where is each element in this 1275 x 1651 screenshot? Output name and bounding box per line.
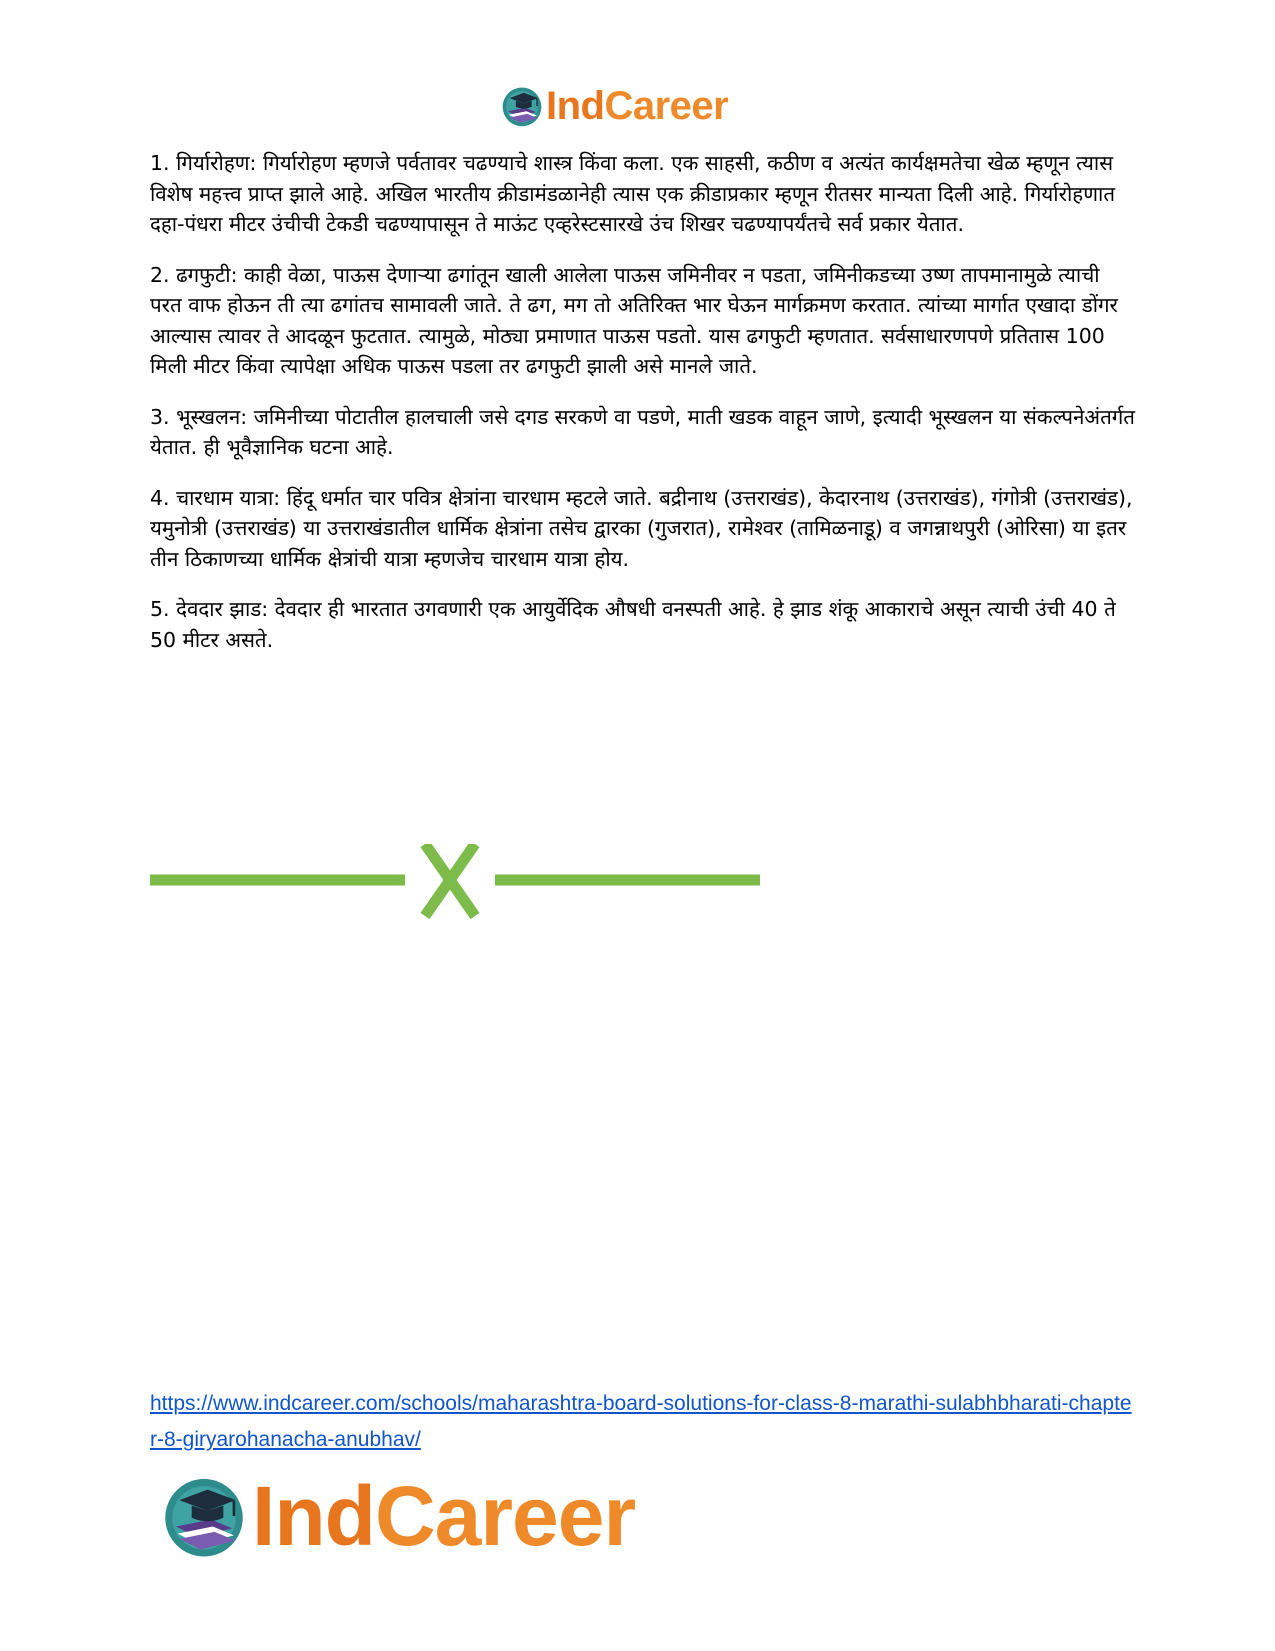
logo-wordmark [252,1469,636,1563]
header-logo [500,82,780,130]
x-divider-icon [150,844,760,924]
paragraph-giryarohan: 1. गिर्यारोहण: गिर्यारोहण म्हणजे पर्वतावर चढण्याचे शास्त्र किंवा कला. एक साहसी, कठीण व अत्यंत कार्यक्षमतेचा खेळ म्हणून त्यास विशेष महत्त्व प्राप्त झाले आहे. अखिल भारतीय क्रीडामंडळानेही त्यास एक क्रीडाप्रकार म्हणून रीतसर मान्यता दिली आहे. गिर्यारोहणात दहा-पंधरा मीटर उंचीची टेकडी चढण्यापासून ते माऊंट एव्हरेस्टसारखे उंच शिखर चढण्यापर्यंतचे सर्व प्रकार येतात. [150,151,1116,236]
article-body [150,148,1135,675]
graduation-cap-books-icon [500,84,544,128]
source-link[interactable]: https://www.indcareer.com/schools/maharashtra-board-solutions-for-class-8-marathi-sulabhbharati-chapter-8-giryarohanacha-anubhav/ [150,1392,1132,1451]
logo-part-career: Career [604,84,729,128]
paragraph-bhuskhalan: 3. भूस्खलन: जमिनीच्या पोटातील हालचाली जसे दगड सरकणे वा पडणे, माती खडक वाहून जाणे, इत्यादी भूस्खलन या संकल्पनेअंतर्गत येतात. ही भूवैज्ञानिक घटना आहे. [150,404,1135,459]
logo-part-ind: Ind [252,1469,375,1563]
paragraph-chardham: 4. चारधाम यात्रा: हिंदू धर्मात चार पवित्र क्षेत्रांना चारधाम म्हटले जाते. बद्रीनाथ (उत्तराखंड), केदारनाथ (उत्तराखंड), गंगोत्री (उत्तराखंड), यमुनोत्री (उत्तराखंड) या उत्तराखंडातील धार्मिक क्षेत्रांना तसेच द्वारका (गुजरात), रामेश्वर (तामिळनाडू) व जगन्नाथपुरी (ओरिसा) या इतर तीन ठिकाणच्या धार्मिक क्षेत्रांची यात्रा म्हणजेच चारधाम यात्रा होय. [150,485,1133,571]
paragraph-dhagfuti: 2. ढगफुटी: काही वेळा, पाऊस देणाऱ्या ढगांतून खाली आलेला पाऊस जमिनीवर न पडता, जमिनीकडच्या उष्ण तापमानामुळे त्याची परत वाफ होऊन ती त्या ढगांतच सामावली जाते. ते ढग, मग तो अतिरिक्त भार घेऊन मार्गक्रमण करतात. त्यांच्या मार्गात एखादा डोंगर आल्यास त्यावर ते आदळून फुटतात. त्यामुळे, मोठ्या प्रमाणात पाऊस पडतो. यास ढगफुटी म्हणतात. सर्वसाधारणपणे प्रतितास 100 मिली मीटर किंवा त्यापेक्षा अधिक पाऊस पडला तर ढगफुटी झाली असे मानले जाते. [150,262,1118,378]
graduation-cap-books-icon [160,1472,248,1560]
paragraph-devdar: 5. देवदार झाड: देवदार ही भारतात उगवणारी एक आयुर्वेदिक औषधी वनस्पती आहे. हे झाड शंकू आकाराचे असून त्याची उंची 40 ते 50 मीटर असते. [150,597,1116,652]
logo-part-ind: Ind [546,84,605,128]
logo-wordmark [546,86,728,126]
footer-logo [160,1468,700,1564]
logo-part-career: Career [374,1469,636,1563]
